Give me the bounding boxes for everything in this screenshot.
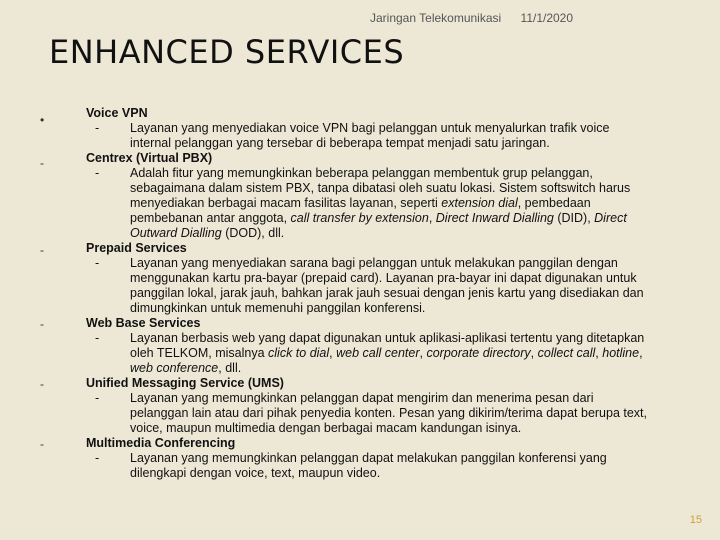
service-description — [86, 121, 652, 151]
dash-marker: - — [40, 156, 44, 170]
sub-dash: - — [95, 166, 100, 180]
italic-term: Direct Outward Dialling — [130, 211, 627, 240]
description-text: , — [530, 346, 538, 360]
italic-term: web conference — [130, 361, 219, 375]
service-heading-text: Unified Messaging Service (UMS) — [86, 376, 284, 390]
service-heading-text: Prepaid Services — [86, 241, 187, 255]
dash-marker: - — [40, 317, 44, 331]
sub-dash: - — [95, 121, 100, 135]
description-text: , dll. — [218, 361, 242, 375]
italic-term: web call center — [336, 346, 420, 360]
page-number: 15 — [689, 514, 702, 526]
service-heading — [86, 316, 652, 331]
description-text: Layanan berbasis web yang dapat digunakan untuk aplikasi-aplikasi tertentu yang ditetapkan oleh TELKOM, misalnya — [130, 331, 645, 360]
sub-dash: - — [95, 331, 100, 345]
description-text: , — [419, 346, 427, 360]
header-subject: Jaringan Telekomunikasi — [370, 11, 502, 25]
description-text: Adalah fitur yang memungkinkan beberapa pelanggan membentuk grup pelanggan, sebagaimana dalam sistem PBX, tanpa dibatasi oleh suatu lokasi. Sistem softswitch harus menyediakan berbagai macam fasilitas layanan, seperti — [130, 166, 631, 210]
dash-marker: - — [40, 377, 44, 391]
description-text: , — [428, 211, 436, 225]
description-text: Layanan yang menyediakan sarana bagi pelanggan untuk melakukan panggilan dengan menggunakan kartu pra-bayar (prepaid card). Layanan pra-bayar ini dapat digunakan untuk panggilan lokal, jarak jauh, bahkan jarak jauh sesuai dengan jenis kartu yang disediakan dan dimungkinkan untuk memenuhi panggilan konferensi. — [130, 256, 644, 315]
service-heading — [86, 376, 652, 391]
service-heading — [86, 436, 652, 451]
dash-marker: - — [40, 437, 44, 451]
service-heading — [86, 151, 652, 166]
service-description — [86, 331, 652, 376]
description-text: Layanan yang memungkinkan pelanggan dapat melakukan panggilan konferensi yang dilengkapi dengan voice, text, maupun video. — [130, 451, 607, 480]
service-heading — [86, 241, 652, 256]
italic-term: hotline — [602, 346, 640, 360]
description-text: Layanan yang menyediakan voice VPN bagi pelanggan untuk menyalurkan trafik voice internal pelanggan yang tersebar di beberapa tempat menjadi satu jaringan. — [130, 121, 610, 150]
service-heading — [86, 106, 652, 121]
description-text: , — [595, 346, 603, 360]
sub-dash: - — [95, 391, 100, 405]
italic-term: Direct Inward Dialling — [435, 211, 554, 225]
slide-title: ENHANCED SERVICES — [49, 33, 405, 71]
service-description — [86, 166, 652, 241]
dash-marker: - — [40, 243, 44, 257]
italic-term: extension dial — [441, 196, 518, 210]
description-text: (DOD), dll. — [221, 226, 285, 240]
bullet-marker: • — [40, 113, 45, 127]
sub-dash: - — [95, 256, 100, 270]
description-text: (DID), — [553, 211, 595, 225]
italic-term: click to dial — [268, 346, 330, 360]
service-heading-text: Voice VPN — [86, 106, 148, 120]
services-list — [86, 106, 652, 481]
description-text: , — [639, 346, 643, 360]
italic-term: collect call — [537, 346, 596, 360]
description-text: Layanan yang memungkinkan pelanggan dapat mengirim dan menerima pesan dari pelanggan lain atau dari pihak penyedia konten. Pesan yang dikirim/terima dapat berupa text, voice, maupun multimedia dengan berbagai macam kandungan isinya. — [130, 391, 648, 435]
service-description — [86, 451, 652, 481]
service-description — [86, 256, 652, 316]
header-date: 11/1/2020 — [520, 11, 574, 25]
sub-dash: - — [95, 451, 100, 465]
service-heading-text: Centrex (Virtual PBX) — [86, 151, 213, 165]
service-heading-text: Multimedia Conferencing — [86, 436, 236, 450]
italic-term: corporate directory — [426, 346, 531, 360]
slide-header — [370, 11, 573, 25]
italic-term: call transfer by extension — [290, 211, 429, 225]
description-text: , — [329, 346, 337, 360]
service-heading-text: Web Base Services — [86, 316, 201, 330]
service-description — [86, 391, 652, 436]
description-text: , pembedaan pembebanan antar anggota, — [130, 196, 591, 225]
